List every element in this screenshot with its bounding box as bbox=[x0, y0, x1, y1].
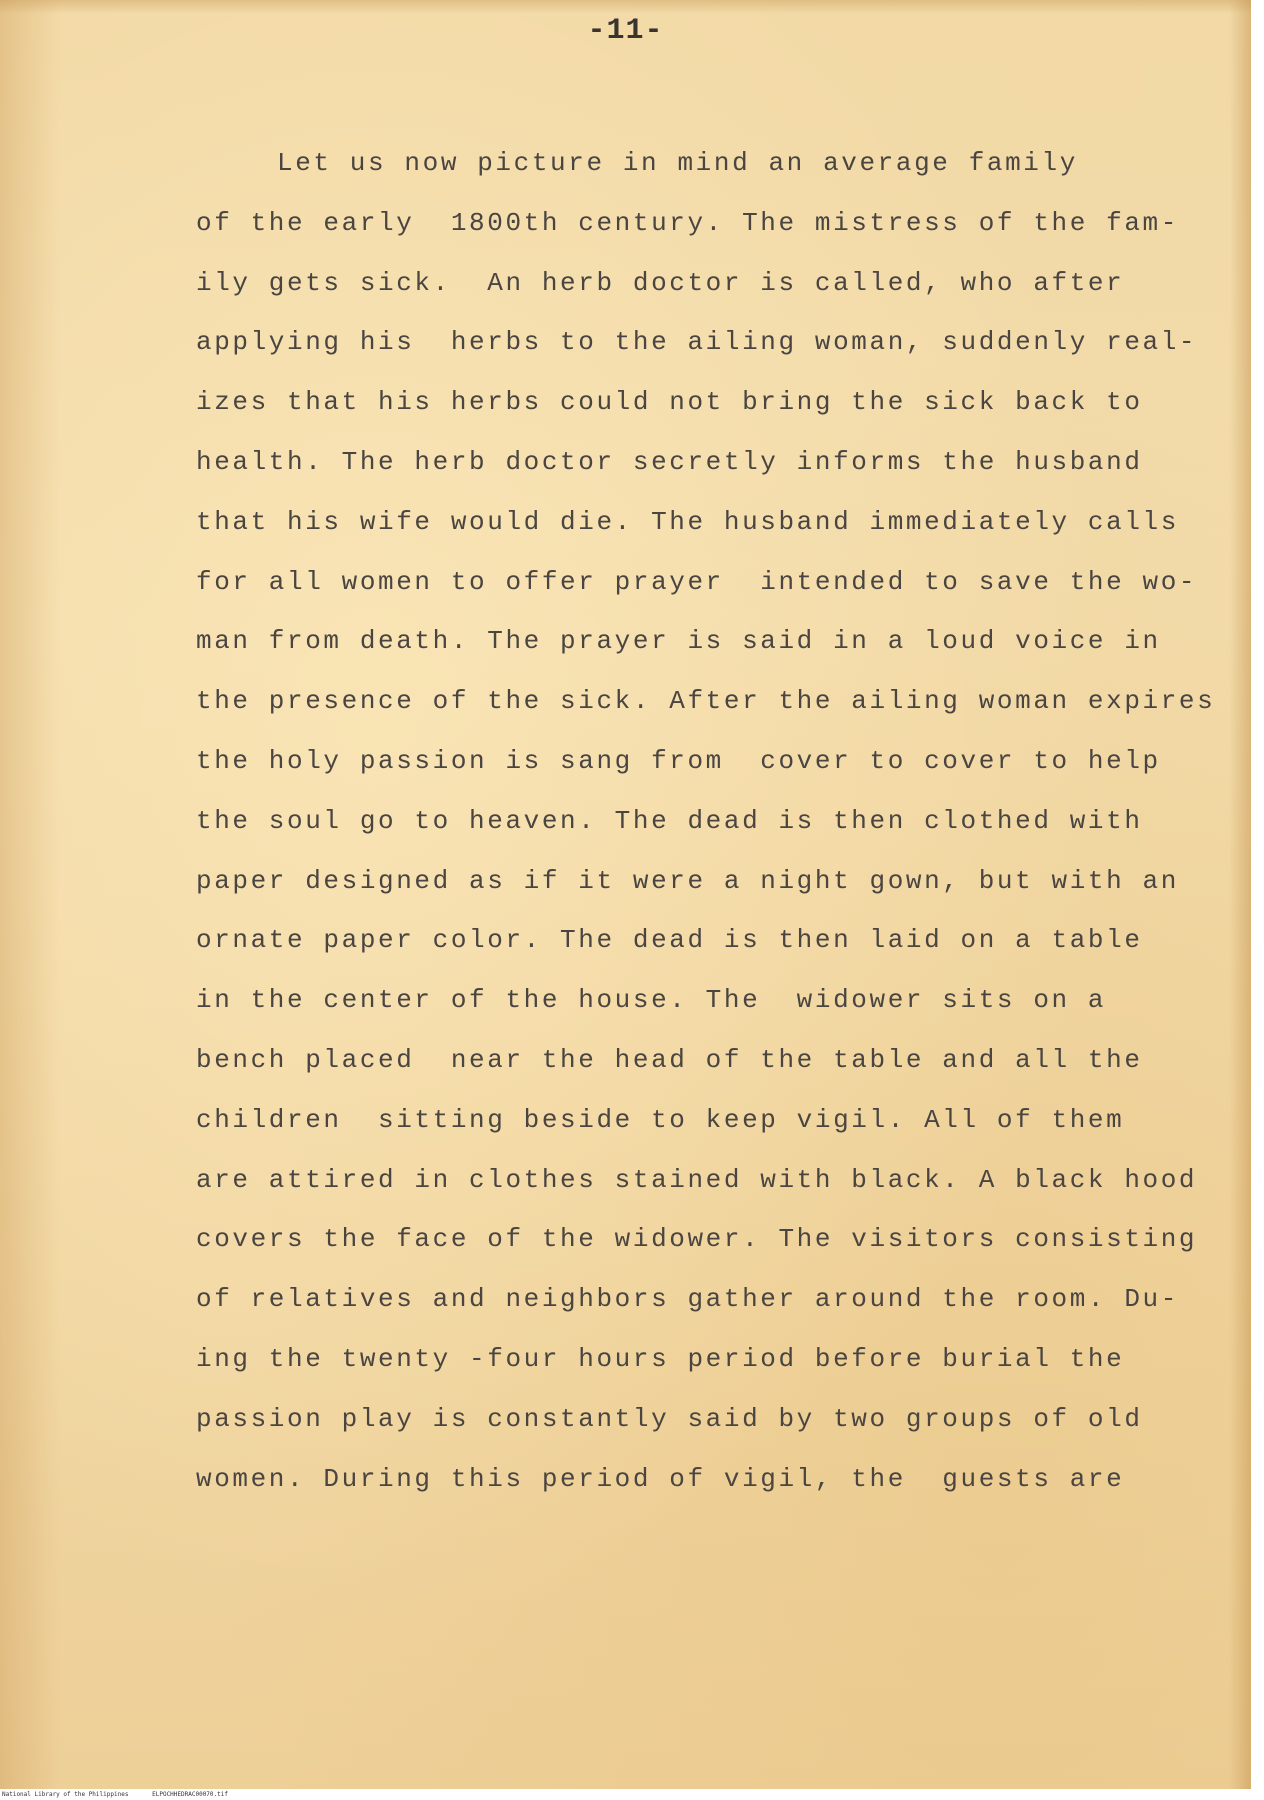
text-line: children sitting beside to keep vigil. All of them bbox=[196, 1104, 1125, 1135]
text-line: bench placed near the head of the table and all the bbox=[196, 1044, 1143, 1075]
text-line: the holy passion is sang from cover to cover to help bbox=[196, 745, 1161, 776]
text-line: paper designed as if it were a night gown, but with an bbox=[196, 865, 1179, 896]
text-line: that his wife would die. The husband immediately calls bbox=[196, 506, 1179, 537]
text-line: ily gets sick. An herb doctor is called, who after bbox=[196, 267, 1125, 298]
text-line: are attired in clothes stained with black. A black hood bbox=[196, 1164, 1198, 1195]
text-line: Let us now picture in mind an average family bbox=[277, 148, 1078, 178]
text-line: ornate paper color. The dead is then laid on a table bbox=[196, 925, 1143, 956]
text-line: applying his herbs to the ailing woman, suddenly real- bbox=[196, 327, 1198, 358]
text-line: in the center of the house. The widower sits on a bbox=[196, 985, 1107, 1016]
text-line: covers the face of the widower. The visitors consisting bbox=[196, 1224, 1198, 1255]
page-number: -11- bbox=[587, 14, 664, 48]
library-name: National Library of the Philippines bbox=[2, 1791, 129, 1798]
body-text bbox=[0, 134, 1251, 1509]
text-line: the soul go to heaven. The dead is then clothed with bbox=[196, 805, 1143, 836]
text-line: health. The herb doctor secretly informs the husband bbox=[196, 446, 1143, 477]
text-line: of the early 1800th century. The mistress of the fam- bbox=[196, 207, 1179, 238]
scan-footer bbox=[0, 1789, 1264, 1800]
text-line: ing the twenty -four hours period before burial the bbox=[196, 1343, 1125, 1374]
text-line: izes that his herbs could not bring the sick back to bbox=[196, 387, 1143, 418]
text-line: passion play is constantly said by two groups of old bbox=[196, 1403, 1143, 1434]
text-line: women. During this period of vigil, the guests are bbox=[196, 1463, 1125, 1494]
file-id: ELPOCHHEDRAC00070.tif bbox=[152, 1791, 228, 1798]
scan-margin bbox=[1251, 0, 1264, 1800]
paper-shading bbox=[0, 0, 1251, 14]
text-line: for all women to offer prayer intended to save the wo- bbox=[196, 566, 1198, 597]
text-line: the presence of the sick. After the ailing woman expires bbox=[196, 686, 1216, 717]
text-line: man from death. The prayer is said in a loud voice in bbox=[196, 626, 1161, 657]
text-line: of relatives and neighbors gather around the room. Du- bbox=[196, 1284, 1179, 1315]
